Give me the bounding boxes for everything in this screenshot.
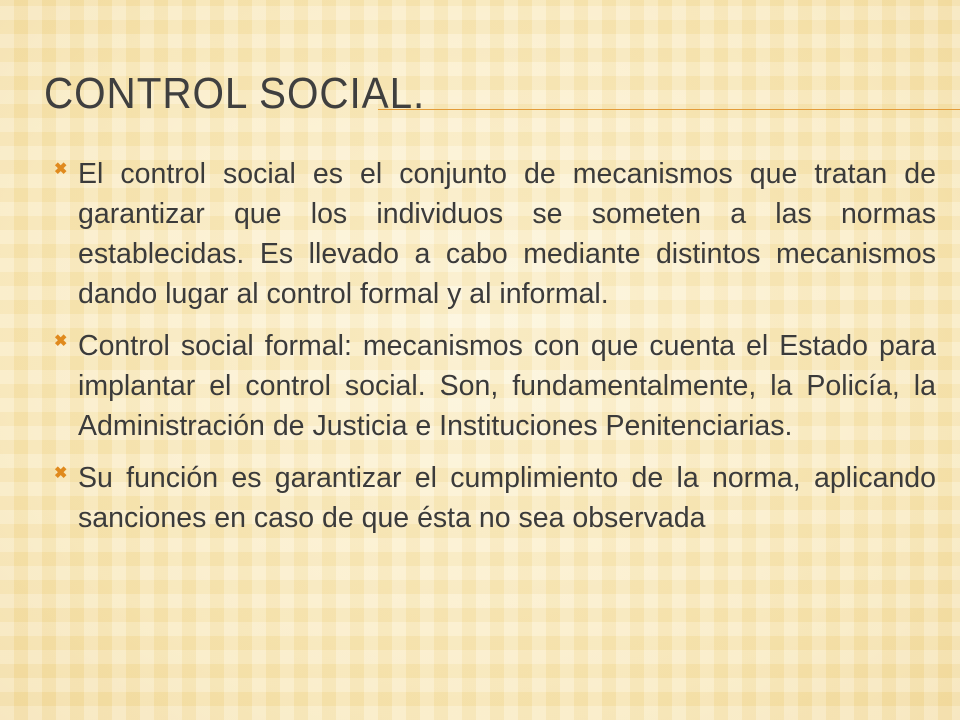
list-item bbox=[44, 154, 936, 314]
bullet-text: Control social formal: mecanismos con que cuenta el Estado para implantar el control social. Son, fundamentalmente, la Policía, la Administración de Justicia e Instituciones Penitenciarias. bbox=[78, 330, 936, 442]
bullet-list bbox=[44, 154, 936, 550]
bullet-text: Su función es garantizar el cumplimiento de la norma, aplicando sanciones en caso de que ésta no sea observada bbox=[78, 462, 936, 534]
bullet-text: El control social es el conjunto de mecanismos que tratan de garantizar que los individuos se someten a las normas establecidas. Es llevado a cabo mediante distintos mecanismos dando lugar al control formal y al informal. bbox=[78, 158, 936, 310]
list-item bbox=[44, 326, 936, 446]
x-bullet-icon: ✖ bbox=[54, 333, 68, 350]
list-item bbox=[44, 458, 936, 538]
title-underline bbox=[378, 109, 960, 110]
slide-title: CONTROL SOCIAL. bbox=[44, 69, 426, 118]
x-bullet-icon: ✖ bbox=[54, 161, 68, 178]
x-bullet-icon: ✖ bbox=[54, 465, 68, 482]
